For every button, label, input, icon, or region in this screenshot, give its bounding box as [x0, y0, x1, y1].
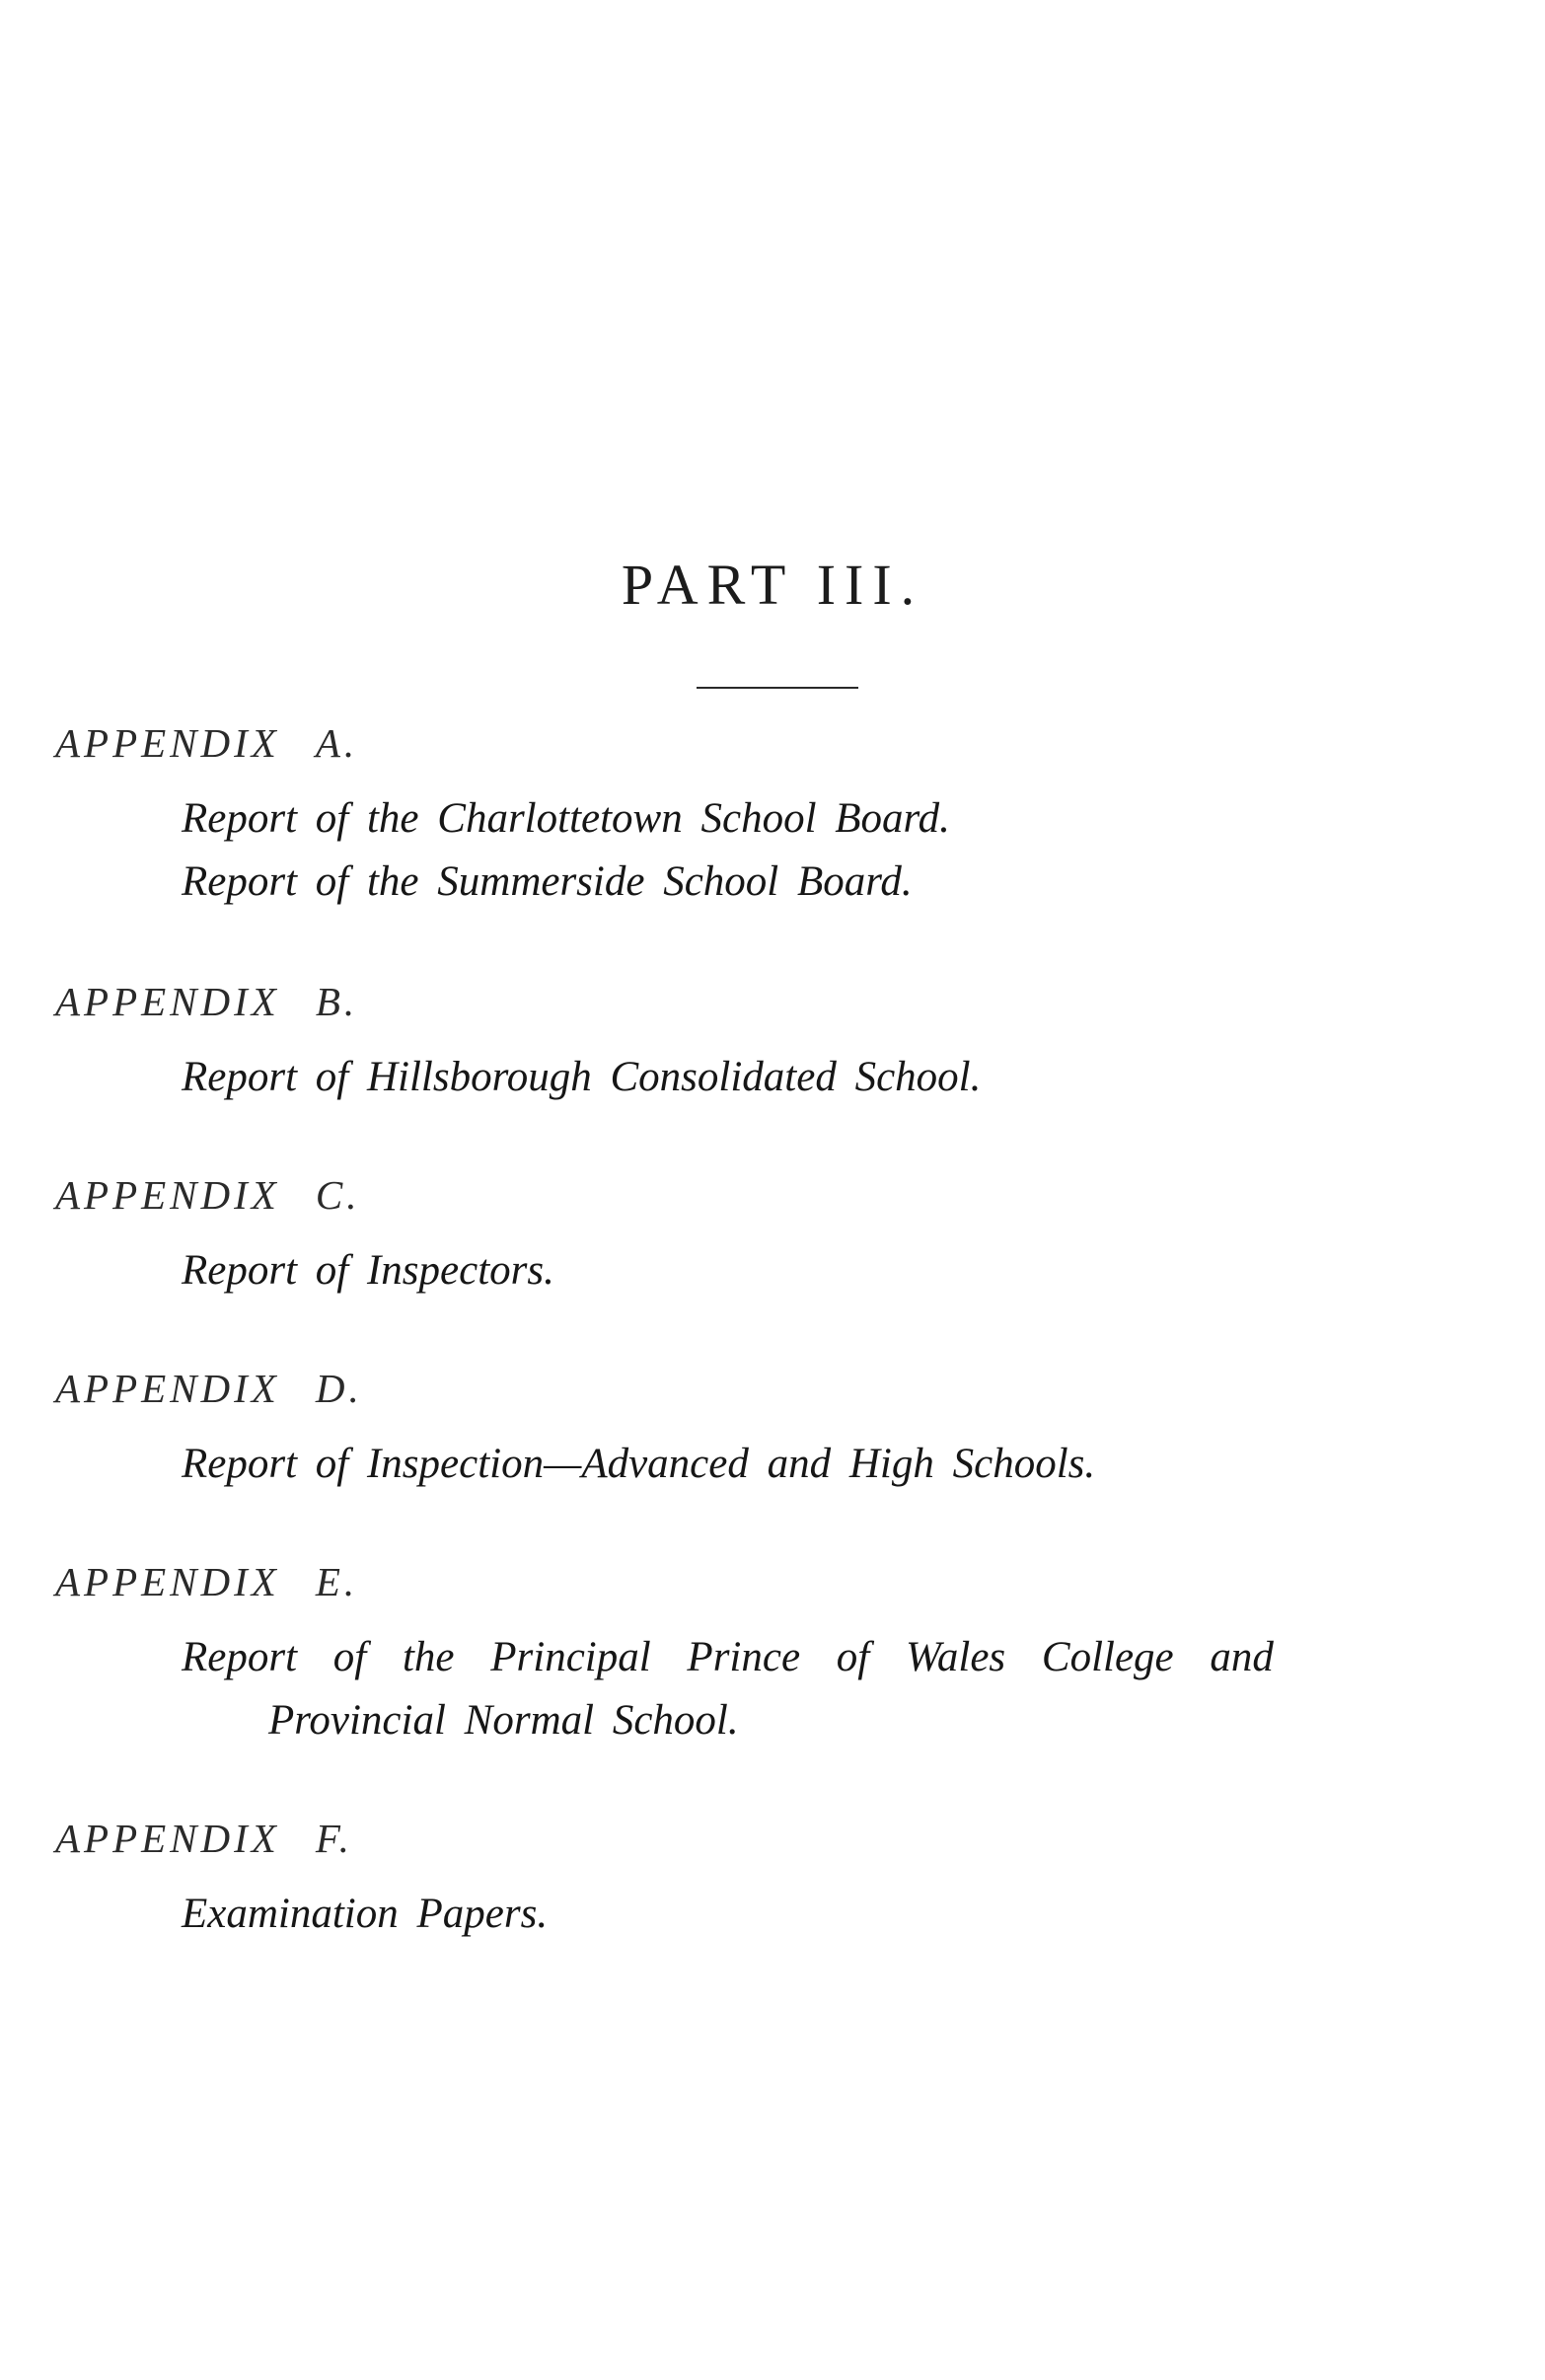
appendix-e [55, 1551, 1515, 1752]
appendix-heading [55, 1551, 1515, 1612]
appendix-label: APPENDIX [55, 1816, 280, 1861]
appendix-heading [55, 1358, 1515, 1419]
appendix-label: APPENDIX [55, 720, 280, 766]
appendix-f [55, 1808, 1515, 1946]
appendix-c [55, 1164, 1515, 1302]
appendix-entry: Examination Papers. [182, 1891, 549, 1937]
appendix-label: APPENDIX [55, 979, 280, 1024]
appendix-letter: D. [315, 1366, 363, 1411]
appendix-letter: F. [315, 1816, 353, 1861]
appendix-entry: Report of the Charlottetown School Board. [182, 795, 950, 842]
appendix-entry-continuation: Provincial Normal School. [268, 1697, 739, 1744]
appendix-entry: Report of the Principal Prince of Wales College and [182, 1634, 1274, 1680]
appendix-b [55, 971, 1515, 1109]
appendix-heading [55, 1164, 1515, 1226]
appendix-a [55, 712, 1515, 914]
appendix-entry: Report of Inspection—Advanced and High Schools. [182, 1441, 1096, 1487]
appendix-d [55, 1358, 1515, 1496]
appendix-heading [55, 1808, 1515, 1869]
appendix-entry: Report of the Summerside School Board. [182, 858, 913, 905]
appendix-label: APPENDIX [55, 1172, 280, 1218]
part-title: PART III. [621, 552, 924, 617]
appendix-list [55, 712, 1515, 2005]
appendix-heading [55, 712, 1515, 774]
appendix-heading [55, 971, 1515, 1032]
appendix-letter: C. [315, 1172, 361, 1218]
appendix-entry: Report of Inspectors. [182, 1247, 554, 1294]
appendix-label: APPENDIX [55, 1559, 280, 1604]
appendix-label: APPENDIX [55, 1366, 280, 1411]
appendix-letter: A. [315, 720, 359, 766]
appendix-entry: Report of Hillsborough Consolidated School. [182, 1054, 982, 1100]
title-divider [697, 687, 858, 689]
appendix-letter: B. [315, 979, 359, 1024]
appendix-letter: E. [315, 1559, 359, 1604]
